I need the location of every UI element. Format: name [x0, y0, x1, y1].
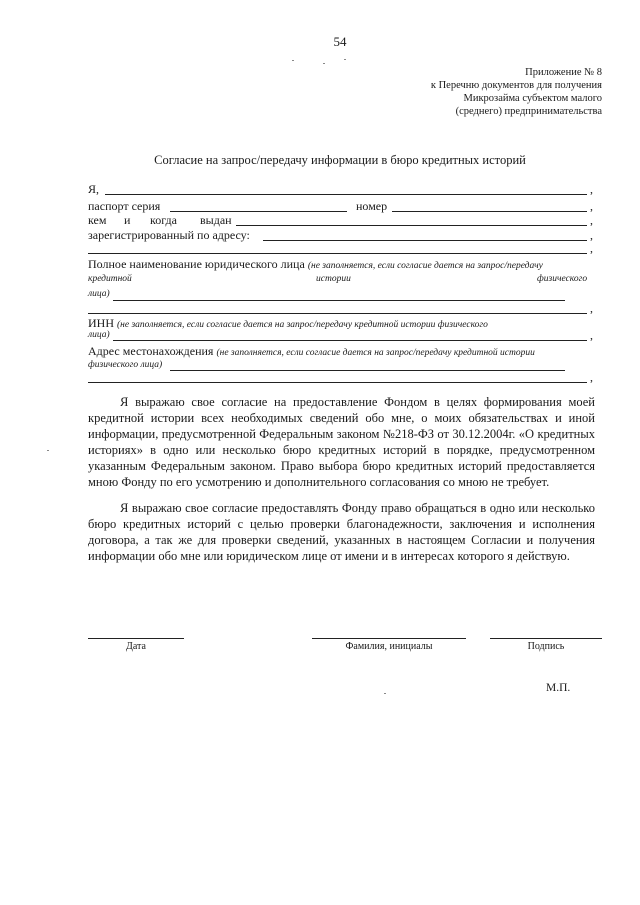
- name-field[interactable]: [312, 638, 466, 639]
- address-label: Адрес местонахождения: [88, 344, 214, 358]
- signature-label: Подпись: [527, 641, 565, 652]
- date-label: Дата: [126, 641, 146, 652]
- scan-speck: [323, 63, 325, 64]
- comma: ,: [590, 182, 593, 196]
- issued-by-word: когда: [150, 213, 177, 227]
- date-field[interactable]: [88, 638, 184, 639]
- document-title: Согласие на запрос/передачу информации в бюро кредитных историй: [154, 153, 526, 167]
- inn-block: [88, 316, 600, 333]
- legal-name-field[interactable]: [113, 300, 565, 301]
- inn-note: (не заполняется, если согласие дается на запрос/передачу кредитной истории физического: [117, 320, 488, 330]
- inn-field[interactable]: [113, 340, 587, 341]
- appendix-line: Микрозайма субъектом малого: [463, 93, 602, 104]
- i-label: Я,: [88, 182, 100, 196]
- registered-address-field[interactable]: [263, 240, 587, 241]
- issued-by-word: и: [124, 213, 131, 227]
- issued-by-field[interactable]: [236, 225, 587, 226]
- comma: ,: [590, 370, 593, 384]
- appendix-line: к Перечню документов для получения: [430, 80, 602, 91]
- scan-speck: [292, 60, 294, 61]
- address-note-end: физического лица): [88, 360, 163, 370]
- legal-name-field-2[interactable]: [88, 313, 587, 314]
- address-field[interactable]: [170, 370, 565, 371]
- signature-field[interactable]: [490, 638, 602, 639]
- number-label: номер: [356, 199, 388, 213]
- comma: ,: [590, 241, 593, 255]
- address-note: (не заполняется, если согласие дается на запрос/передачу кредитной истории: [216, 348, 535, 358]
- passport-number-field[interactable]: [392, 211, 587, 212]
- fullname-field[interactable]: [105, 194, 587, 195]
- comma: ,: [590, 301, 593, 315]
- comma: ,: [590, 213, 593, 227]
- registered-label: зарегистрированный по адресу:: [88, 228, 250, 242]
- registered-address-field-2[interactable]: [88, 253, 587, 254]
- issued-by-word: кем: [88, 213, 107, 227]
- comma: ,: [590, 199, 593, 213]
- inn-note-end: лица): [88, 330, 110, 340]
- scan-speck: [47, 450, 49, 451]
- legal-name-note-word: физического: [537, 274, 588, 284]
- legal-name-note-end: лица): [88, 289, 110, 299]
- address-field-2[interactable]: [88, 382, 587, 383]
- legal-name-block: [88, 257, 600, 274]
- legal-name-note-word: кредитной: [88, 274, 132, 284]
- address-block: [88, 344, 600, 361]
- scan-speck: [384, 693, 386, 694]
- name-label: Фамилия, инициалы: [345, 641, 433, 652]
- page-number: 54: [333, 34, 347, 49]
- passport-series-field[interactable]: [170, 211, 347, 212]
- scan-speck: [344, 59, 346, 60]
- legal-name-note: (не заполняется, если согласие дается на запрос/передачу: [307, 261, 543, 271]
- issued-by-word: выдан: [200, 213, 232, 227]
- inn-label: ИНН: [88, 316, 114, 330]
- appendix-header: [431, 66, 602, 118]
- comma: ,: [590, 228, 593, 242]
- consent-paragraph-2: Я выражаю свое согласие предоставлять Фонду право обращаться в одно или несколько бюро кредитных историй с целью проверки благонадежности, заключения и исполнения договора, а так же для проверки сведений, указанных в настоящем Согласии и получения информации обо мне или юридическом лице от имени и в интересах которого я действую.: [88, 501, 595, 563]
- legal-name-note-word: истории: [316, 274, 351, 284]
- passport-series-label: паспорт серия: [88, 199, 161, 213]
- comma: ,: [590, 328, 593, 342]
- legal-name-label: Полное наименование юридического лица: [88, 257, 305, 271]
- stamp-mark: М.П.: [546, 682, 571, 694]
- consent-paragraph-1: Я выражаю свое согласие на предоставление Фондом в целях формирования моей кредитной истории всех необходимых сведений обо мне, о моих обязательствах и иной информации, предусмотренной Федеральным законом №218-ФЗ от 30.12.2004г. «О кредитных историях» в одно или несколько бюро кредитных историй в порядке, предусмотренном указанным Федеральным законом. Право выбора бюро кредитных историй предоставляется мною Фонду по его усмотрению и дополнительного согласования со мною не требует.: [88, 395, 595, 489]
- appendix-line: Приложение № 8: [525, 67, 602, 78]
- appendix-line: (среднего) предпринимательства: [455, 106, 602, 117]
